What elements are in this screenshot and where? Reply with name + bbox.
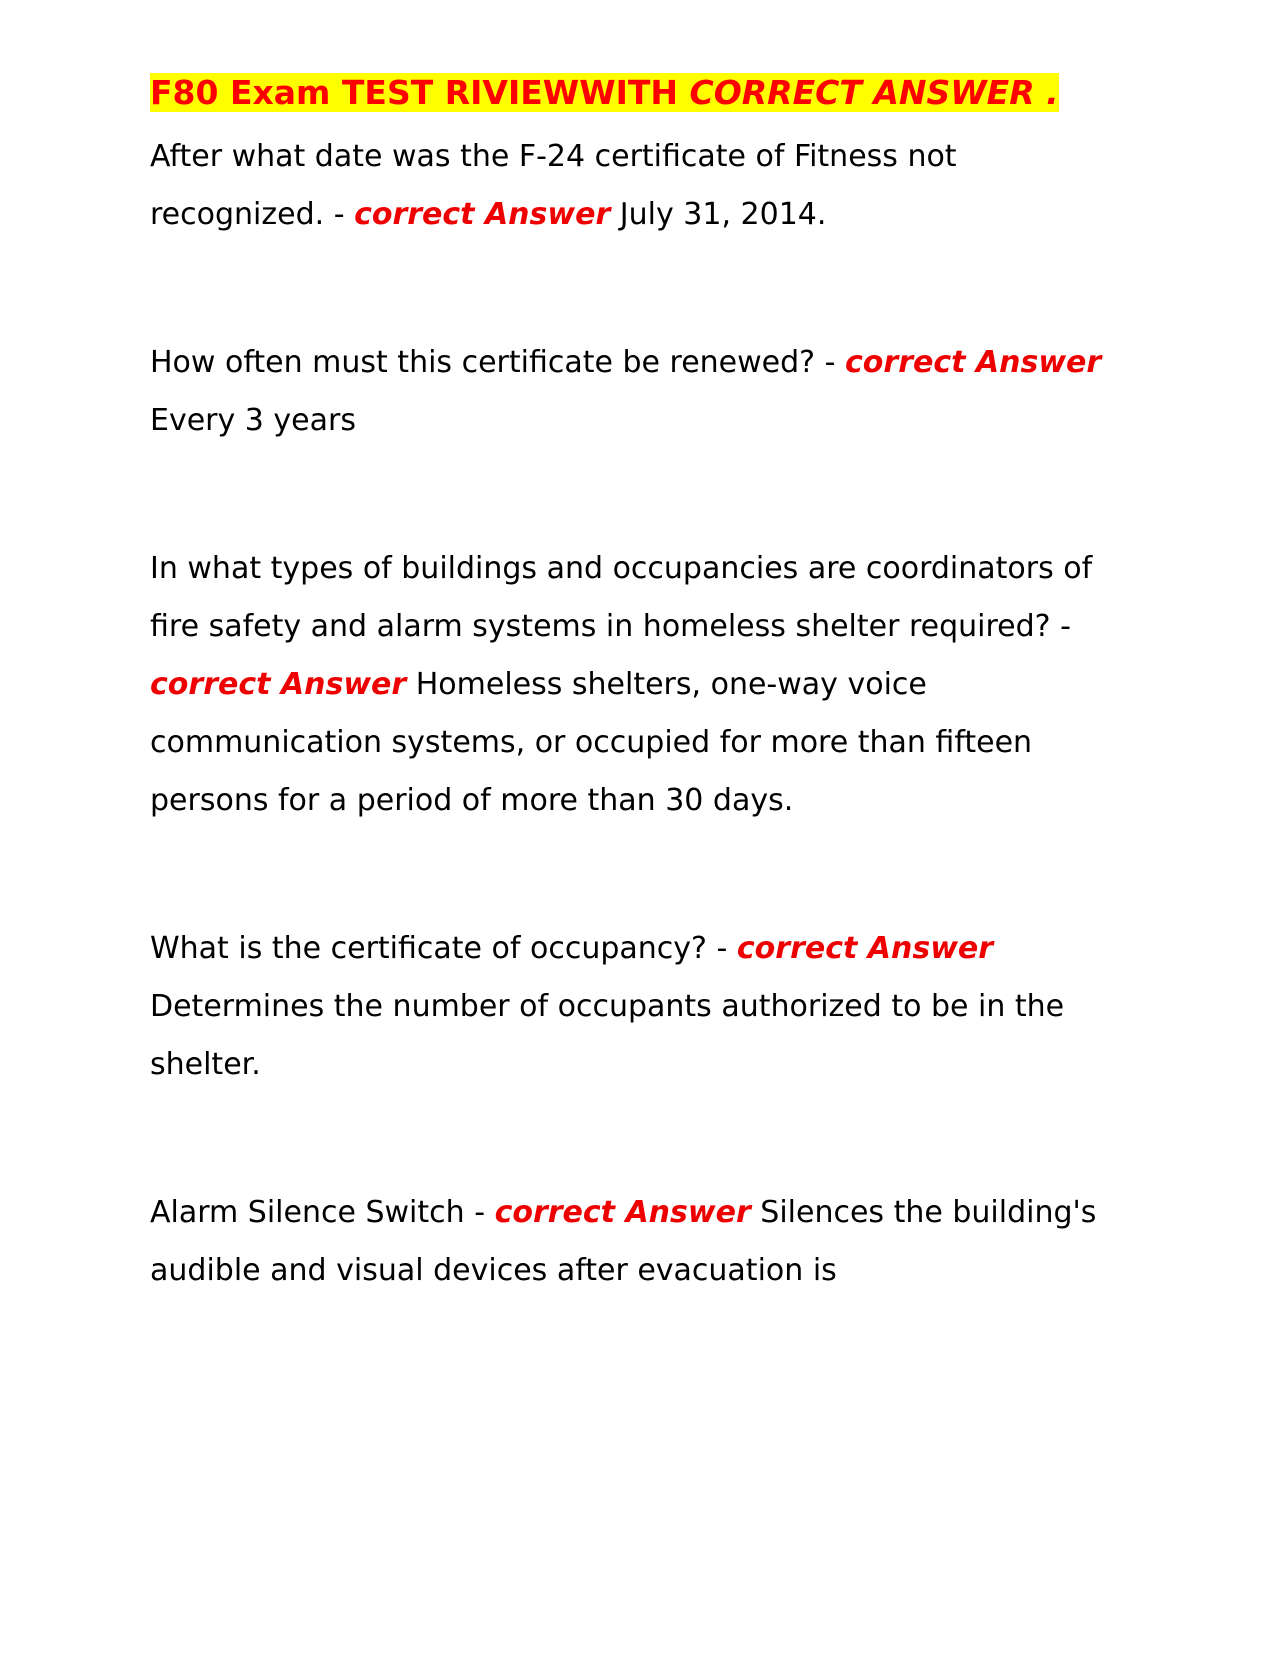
answer-text: July 31, 2014.: [610, 197, 827, 232]
answer-label: correct Answer: [150, 667, 407, 702]
answer-label: correct Answer: [736, 931, 994, 966]
answer-label: correct Answer: [354, 197, 611, 232]
title-main: F80 Exam TEST RIVIEWWITH: [150, 73, 690, 112]
question-text: After what date was the F-24 certificate of Fitness not recognized. -: [150, 139, 957, 232]
question-text: How often must this certificate be renewed? -: [150, 345, 845, 380]
answer-text: Determines the number of occupants authorized to be in the shelter.: [150, 989, 1065, 1082]
qa-item-2: [150, 334, 1140, 450]
qa-item-5: [150, 1184, 1140, 1300]
question-text: What is the certificate of occupancy? -: [150, 931, 737, 966]
answer-text: Every 3 years: [150, 403, 356, 438]
qa-item-3: [150, 540, 1140, 830]
answer-label: correct Answer: [494, 1195, 751, 1230]
document-title: [150, 72, 1140, 114]
title-highlight: [150, 73, 1059, 112]
answer-text: Homeless shelters, one-way voice communication systems, or occupied for more than fifteen persons for a period of more than 30 days.: [150, 667, 1033, 818]
answer-text: Silences the building's audible and visual devices after evacuation is: [150, 1195, 1097, 1288]
answer-label: correct Answer: [845, 345, 1102, 380]
qa-item-4: [150, 920, 1140, 1094]
question-text: Alarm Silence Switch -: [150, 1195, 495, 1230]
question-text: In what types of buildings and occupancies are coordinators of fire safety and alarm systems in homeless shelter required? -: [150, 551, 1093, 644]
qa-item-1: [150, 128, 1140, 244]
title-emphasis: CORRECT ANSWER .: [689, 73, 1059, 112]
document-page: [150, 72, 1140, 1300]
